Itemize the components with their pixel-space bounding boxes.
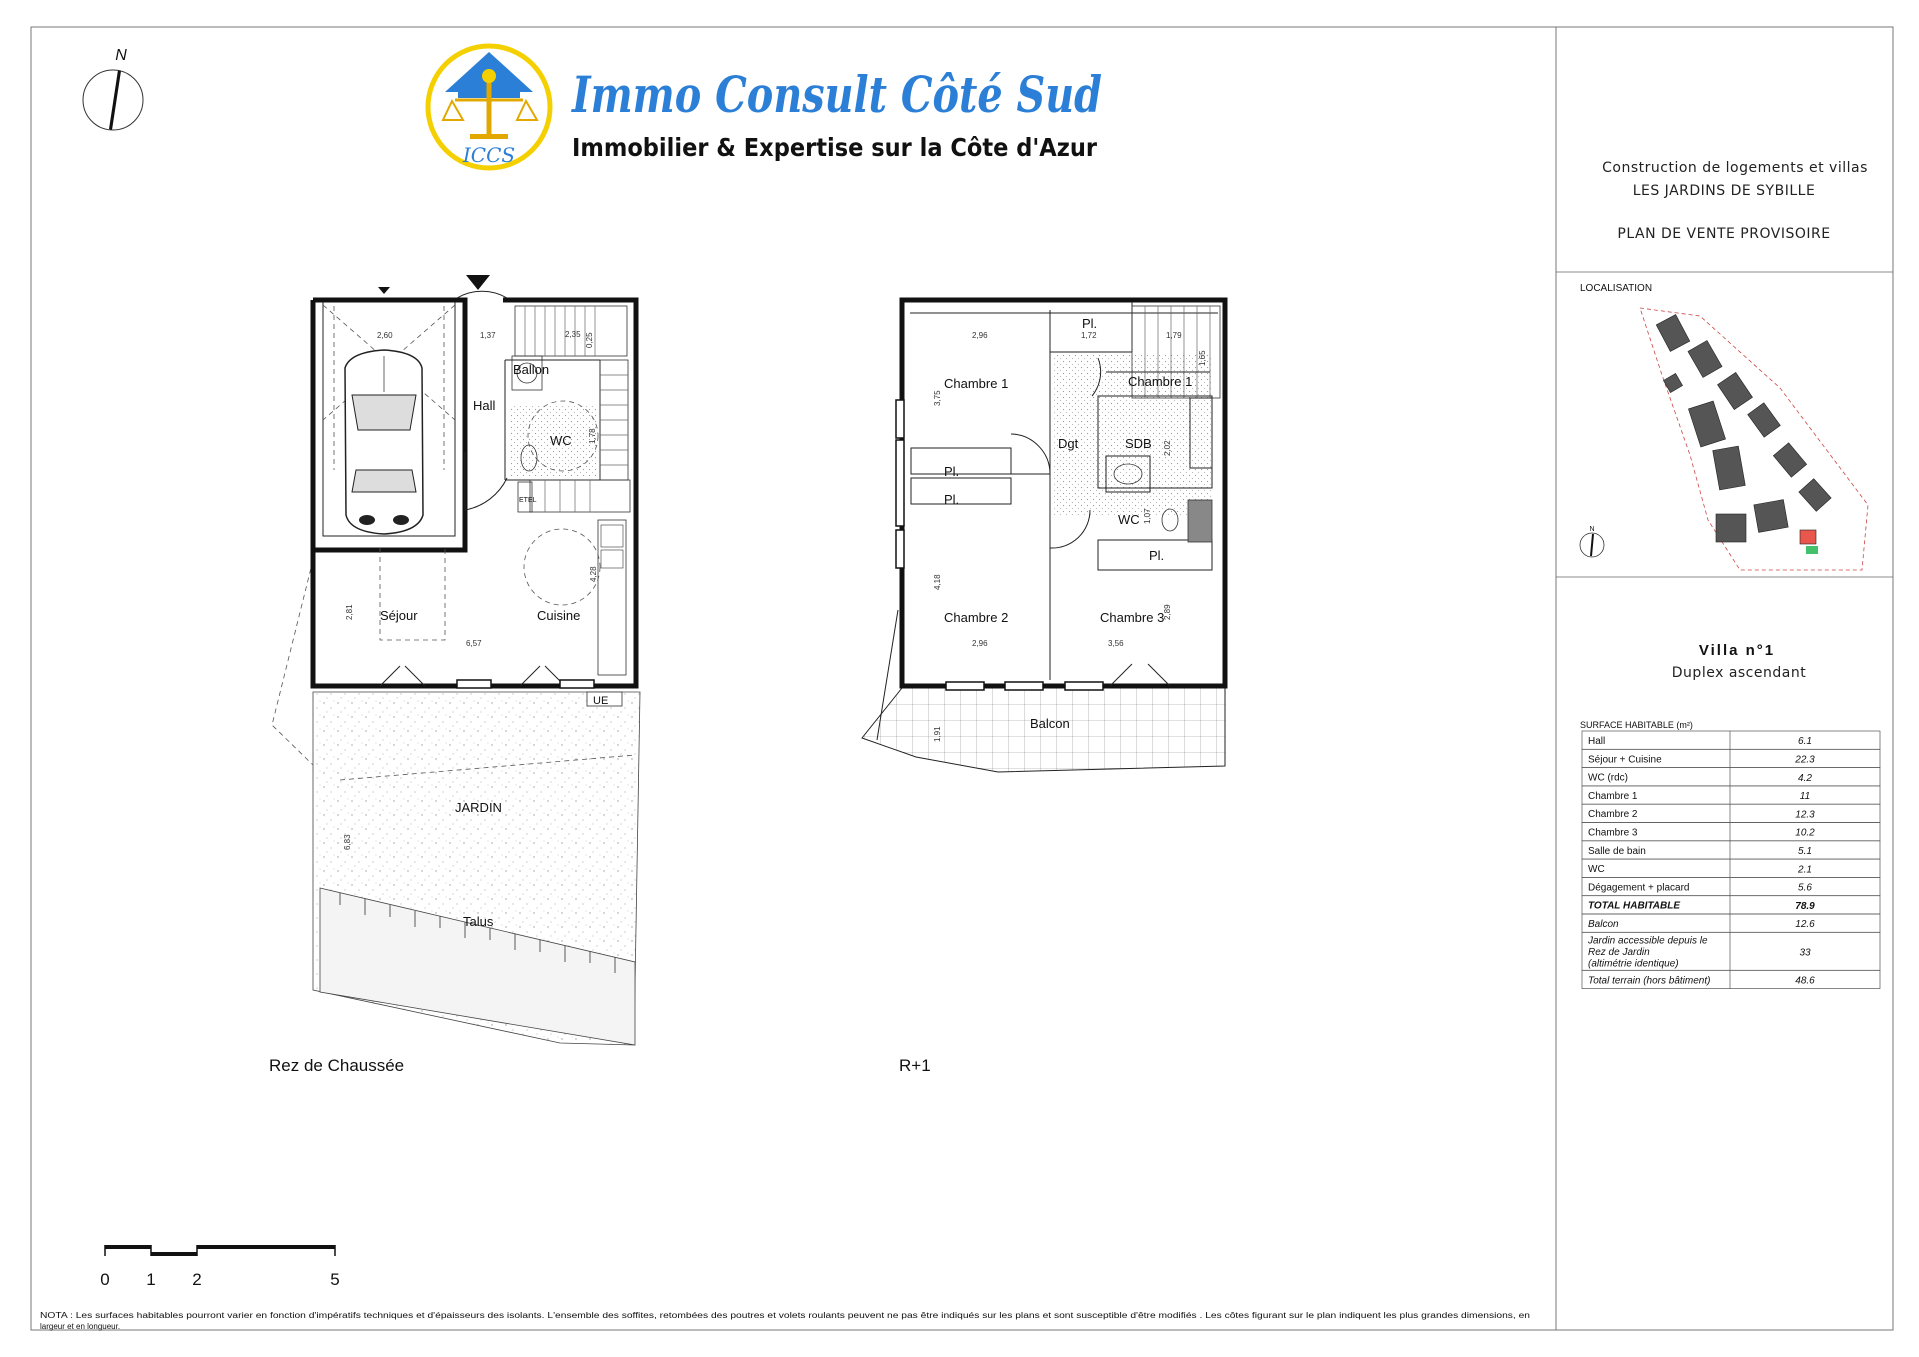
ff-dim-top-w3: 1,79: [1166, 331, 1182, 340]
nota-line-1: NOTA : Les surfaces habitables pourront varier en fonction d'impératifs techniques et d'épaisseurs des isolants. L'ensemble des soffites, retombées des poutres et volets roulants peuvent ne pas être indiqués sur les plans et sont susceptible d'être modifiés . Les côtes figurant sur le plan indiquent les plus grandes dimensions, en: [40, 1311, 1530, 1320]
north-letter: N: [115, 47, 127, 64]
gf-room-cuisine: Cuisine: [537, 608, 581, 623]
gf-dim-stair-height: 0,25: [585, 332, 594, 348]
ff-dim-top-w2: 1,72: [1081, 331, 1097, 340]
surface-row-label: TOTAL HABITABLE: [1588, 900, 1681, 912]
ground-floor-label: Rez de Chaussée: [269, 1056, 405, 1075]
gf-room-etel: ETEL: [519, 497, 537, 504]
gf-dim-garden-height: 6,83: [343, 834, 352, 850]
project-line-2: LES JARDINS DE SYBILLE: [1632, 183, 1816, 199]
ff-room-sdb: SDB: [1125, 436, 1152, 451]
ground-floor-plan: [272, 275, 640, 1045]
gf-dim-sejour-height: 2,81: [345, 604, 354, 620]
surface-row-value: 5.6: [1798, 882, 1812, 894]
ff-dim-wc-h: 1,07: [1143, 508, 1152, 524]
logo-monogram: ICCS: [462, 143, 516, 167]
ff-dim-bot-w1: 2,96: [972, 639, 988, 648]
gf-dim-total-width: 6,57: [466, 639, 482, 648]
scale-label-0: 0: [100, 1270, 110, 1289]
surface-row-label: Dégagement + placard: [1588, 882, 1690, 894]
surface-row-value: 10.2: [1795, 827, 1815, 839]
ff-dim-bot-w2: 3,56: [1108, 639, 1124, 648]
ff-room-dgt: Dgt: [1058, 436, 1079, 451]
surface-row-value: 2.1: [1798, 864, 1812, 876]
gf-room-ballon: Ballon: [513, 362, 550, 377]
scale-bar: [100, 1245, 339, 1289]
surface-row-label: Hall: [1588, 736, 1606, 747]
surface-row-label: (altimétrie identique): [1588, 958, 1679, 970]
ff-room-chambre3: Chambre 3: [1100, 610, 1165, 625]
surface-row-value: 4.2: [1798, 772, 1812, 784]
surface-row-value: 12.6: [1795, 919, 1815, 931]
surface-row-value: 6.1: [1798, 736, 1812, 748]
first-floor-label: R+1: [899, 1056, 931, 1075]
gf-room-hall: Hall: [473, 398, 496, 413]
surface-row-label: Rez de Jardin: [1588, 946, 1650, 958]
brand-logo: [428, 46, 550, 168]
gf-ue-box: UE: [593, 695, 609, 707]
scale-label-1: 1: [146, 1270, 156, 1289]
surface-row-label: Salle de bain: [1588, 845, 1646, 857]
ff-room-wc: WC: [1118, 512, 1140, 527]
gf-room-wc: WC: [550, 433, 572, 448]
ff-dim-balcon-h: 1,91: [933, 726, 942, 742]
villa-number: Villa n°1: [1698, 642, 1776, 659]
surface-row-label: Chambre 3: [1588, 827, 1638, 839]
gf-dim-hall-width: 1,37: [480, 331, 496, 340]
surface-row-label: Balcon: [1588, 919, 1619, 930]
surface-row-value: 78.9: [1795, 900, 1815, 912]
north-compass: [83, 47, 143, 130]
gf-room-jardin: JARDIN: [455, 800, 502, 815]
brand-title: Immo Consult Côté Sud: [570, 65, 1102, 124]
car-symbol: [345, 350, 423, 534]
ff-room-chambre1: Chambre 1: [944, 376, 1009, 391]
ff-room-pl-c: Pl.: [1149, 548, 1165, 563]
surface-row-label: Jardin accessible depuis le: [1588, 935, 1708, 947]
surface-row-label: Chambre 1: [1588, 790, 1638, 802]
surface-row: [1582, 914, 1880, 932]
localisation-label: LOCALISATION: [1580, 283, 1653, 294]
surface-row: [1582, 731, 1880, 749]
surface-row: [1582, 859, 1880, 877]
ff-room-pl-a: Pl.: [944, 464, 960, 479]
ff-room-pl-b: Pl.: [944, 492, 960, 507]
ff-dim-sdb-h: 2,02: [1163, 440, 1172, 456]
surface-row-label: WC (rdc): [1588, 772, 1628, 784]
surface-row-label: Total terrain (hors bâtiment): [1588, 975, 1711, 987]
scale-label-5: 5: [330, 1270, 340, 1289]
gf-dim-wc-height: 1,78: [588, 428, 597, 444]
project-line-3: PLAN DE VENTE PROVISOIRE: [1617, 226, 1831, 242]
sheet-frame: [31, 27, 1893, 1330]
surface-row-value: 12.3: [1795, 809, 1815, 821]
ff-room-chambre1-b: Chambre 1: [1128, 374, 1193, 389]
surface-row-label: Séjour + Cuisine: [1588, 754, 1662, 766]
surface-row-value: 22.3: [1795, 754, 1815, 766]
surface-row-label: Chambre 2: [1588, 809, 1638, 821]
scale-label-2: 2: [192, 1270, 202, 1289]
ff-dim-ch3-h: 2,89: [1163, 604, 1172, 620]
gf-dim-kitchen-height: 4,28: [589, 566, 598, 582]
villa-type: Duplex ascendant: [1671, 665, 1807, 681]
ff-room-balcon: Balcon: [1030, 716, 1070, 731]
surface-row-value: 48.6: [1795, 975, 1815, 987]
project-line-1: Construction de logements et villas: [1602, 160, 1868, 176]
first-floor-plan: [862, 300, 1225, 772]
ff-room-chambre2: Chambre 2: [944, 610, 1009, 625]
locator-map: [1580, 308, 1868, 570]
gf-dim-stair-width: 2,35: [565, 330, 581, 339]
surface-row-label: WC: [1588, 864, 1605, 876]
surface-table: [1580, 720, 1880, 989]
surface-row-value: 5.1: [1798, 845, 1812, 857]
nota-line-2: largeur et en longueur.: [40, 1322, 121, 1331]
brand-subtitle: Immobilier & Expertise sur la Côte d'Azur: [572, 133, 1098, 162]
ff-dim-top-w1: 2,96: [972, 331, 988, 340]
locator-north: N: [1589, 526, 1595, 533]
ff-dim-stair-h: 1,65: [1198, 350, 1207, 366]
gf-room-sejour: Séjour: [380, 608, 418, 623]
ff-dim-ch1-h: 3,75: [933, 390, 942, 406]
ff-dim-ch2-h: 4,18: [933, 574, 942, 590]
gf-room-talus: Talus: [463, 914, 494, 929]
surface-row-value: 33: [1799, 947, 1811, 959]
gf-dim-garage-width: 2,60: [377, 331, 393, 340]
surface-row-value: 11: [1799, 791, 1811, 803]
surface-table-title: SURFACE HABITABLE (m²): [1580, 720, 1693, 730]
ff-room-pl-top: Pl.: [1082, 316, 1098, 331]
